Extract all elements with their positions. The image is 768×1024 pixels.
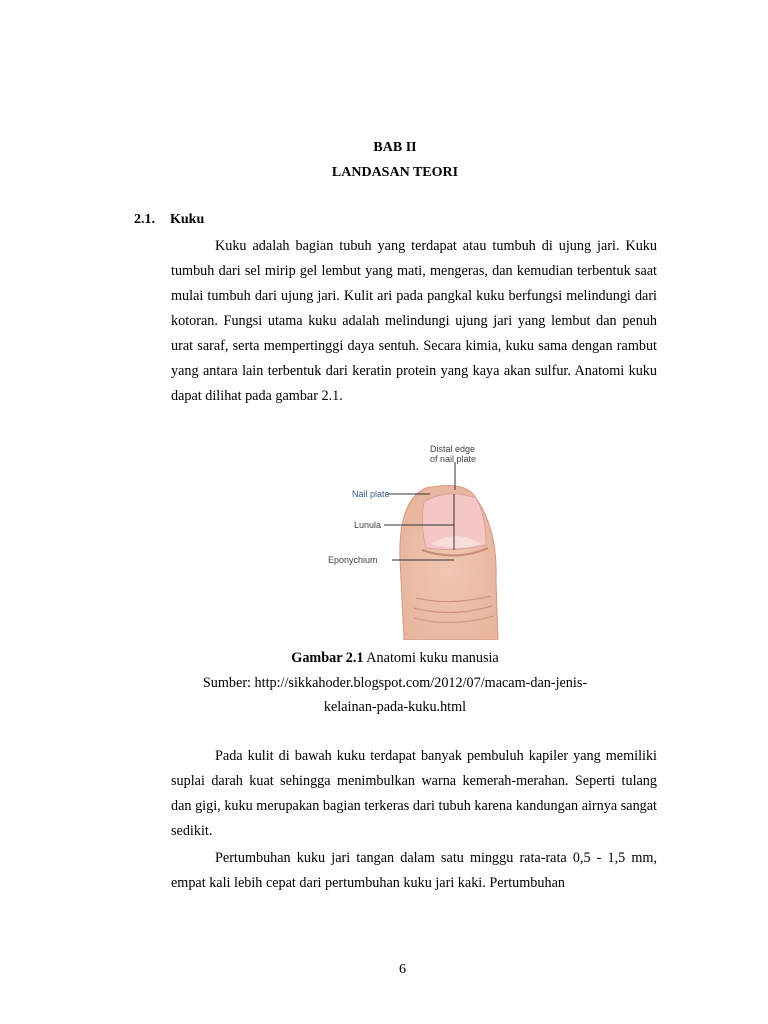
section-heading: [134, 212, 204, 228]
section-number: 2.1.: [134, 212, 155, 227]
chapter-title: LANDASAN TEORI: [331, 165, 459, 180]
paragraph-capillaries: Pada kulit di bawah kuku terdapat banyak pembuluh kapiler yang memiliki suplai darah kuat sehingga menimbulkan warna kemerah-merahan. Seperti tulang dan gigi, kuku merupakan bagian terkeras dari tubuh karena kandungan airnya sangat sedikit.: [171, 748, 657, 839]
label-lunula: Lunula: [354, 520, 382, 530]
chapter-heading: BAB II: [373, 140, 417, 155]
paragraph-kuku-definition: Kuku adalah bagian tubuh yang terdapat atau tumbuh di ujung jari. Kuku tumbuh dari sel mirip gel lembut yang mati, mengeras, dan kemudian terbentuk saat mulai tumbuh dari ujung jari. Kulit ari pada pangkal kuku berfungsi melindungi dari kotoran. Fungsi utama kuku adalah melindungi ujung jari yang lembut dan penuh urat saraf, serta mempertinggi daya sentuh. Secara kimia, kuku sama dengan rambut yang antara lain terbentuk dari keratin protein yang kaya akan sulfur. Anatomi kuku dapat dilihat pada gambar 2.1.: [171, 238, 657, 404]
paragraph-growth: Pertumbuhan kuku jari tangan dalam satu minggu rata-rata 0,5 - 1,5 mm, empat kali lebih cepat dari pertumbuhan kuku jari kaki. Pertumbuhan: [171, 850, 657, 891]
label-eponychium: Eponychium: [328, 555, 378, 565]
figure-caption-label: Gambar 2.1: [291, 650, 364, 666]
figure-caption: [0, 646, 768, 670]
label-distal-edge-2: of nail plate: [430, 454, 477, 464]
figure-caption-text: Anatomi kuku manusia: [363, 650, 499, 666]
label-nail-plate: Nail plate: [352, 489, 390, 499]
label-distal-edge-1: Distal edge: [430, 444, 476, 454]
section-title: Kuku: [170, 212, 205, 227]
nail-anatomy-figure: [326, 440, 526, 640]
page-number: 6: [399, 962, 406, 977]
nail-anatomy-illustration: [326, 440, 526, 640]
figure-source-line-2: kelainan-pada-kuku.html: [323, 699, 467, 715]
figure-source-line-1: Sumber: http://sikkahoder.blogspot.com/2012/07/macam-dan-jenis-: [202, 675, 588, 691]
